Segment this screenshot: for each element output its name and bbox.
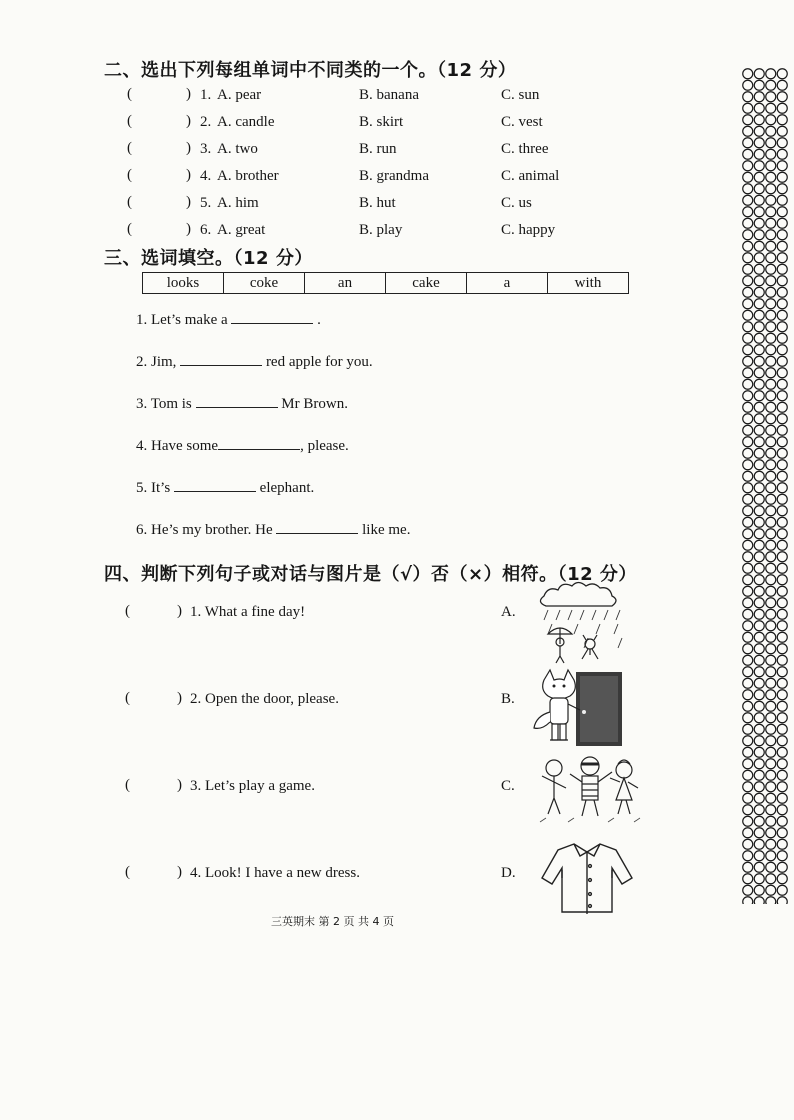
- option-a: A. great: [217, 222, 266, 238]
- option-b: B. run: [359, 141, 397, 157]
- answer-paren-close: ): [177, 603, 182, 619]
- question-number: 2.: [200, 114, 212, 130]
- answer-paren-open: (: [127, 167, 132, 183]
- option-a: A. him: [217, 195, 259, 211]
- sentence-text: 6. He’s my brother. He: [136, 522, 273, 538]
- answer-paren-close: ): [186, 194, 191, 210]
- option-b: B. grandma: [359, 168, 429, 184]
- sentence-text: 2. Jim,: [136, 354, 177, 370]
- sentence-text: like me.: [362, 522, 411, 538]
- sentence-text: Mr Brown.: [281, 396, 348, 412]
- question-number: 5.: [200, 195, 212, 211]
- answer-paren-open: (: [125, 777, 130, 793]
- option-c: C. sun: [501, 87, 540, 103]
- answer-paren-close: ): [186, 86, 191, 102]
- sentence-text: 1. Let’s make a: [136, 312, 228, 328]
- sentence-text: 5. It’s: [136, 480, 171, 496]
- page-footer: 三英期末 第 2 页 共 4 页: [271, 915, 394, 928]
- answer-paren-open: (: [125, 603, 130, 619]
- word-bank: [142, 272, 629, 294]
- answer-paren-open: (: [127, 140, 132, 156]
- option-c: C. vest: [501, 114, 543, 130]
- option-b: B. hut: [359, 195, 396, 211]
- sentence-text: 3. Tom is: [136, 396, 192, 412]
- answer-blank[interactable]: [174, 477, 256, 492]
- option-b: B. banana: [359, 87, 419, 103]
- option-c: C. us: [501, 195, 532, 211]
- word-bank-word: looks: [143, 273, 224, 294]
- answer-paren-open: (: [127, 194, 132, 210]
- fill-sentence-6: [136, 519, 410, 539]
- picture-letter-a: A.: [501, 604, 516, 620]
- option-c: C. happy: [501, 222, 556, 238]
- shirt-picture: [540, 840, 634, 916]
- fill-sentence-1: [136, 309, 321, 329]
- answer-paren-close: ): [186, 113, 191, 129]
- sentence-text: red apple for you.: [265, 354, 373, 370]
- answer-paren-close: ): [186, 221, 191, 237]
- sentence-text: elephant.: [259, 480, 315, 496]
- question-number: 6.: [200, 222, 212, 238]
- question-number: 1.: [200, 87, 212, 103]
- section-4-heading: 四、判断下列句子或对话与图片是（√）否（×）相符。（12 分）: [104, 564, 637, 585]
- answer-paren-open: (: [125, 690, 130, 706]
- decorative-border-pattern: [742, 68, 788, 904]
- word-bank-word: coke: [224, 273, 305, 294]
- answer-blank[interactable]: [218, 435, 300, 450]
- option-c: C. three: [501, 141, 549, 157]
- answer-paren-open: (: [127, 86, 132, 102]
- answer-paren-open: (: [127, 113, 132, 129]
- question-number: 3.: [200, 141, 212, 157]
- option-b: B. play: [359, 222, 403, 238]
- answer-blank[interactable]: [196, 393, 278, 408]
- option-b: B. skirt: [359, 114, 404, 130]
- word-bank-word: cake: [386, 273, 467, 294]
- answer-paren-open: (: [127, 221, 132, 237]
- judge-item-2: 2. Open the door, please.: [190, 691, 339, 707]
- option-a: A. brother: [217, 168, 279, 184]
- answer-paren-close: ): [186, 140, 191, 156]
- word-bank-word: with: [548, 273, 629, 294]
- sentence-text: , please.: [300, 438, 349, 454]
- picture-letter-b: B.: [501, 691, 515, 707]
- answer-paren-close: ): [177, 777, 182, 793]
- fill-sentence-5: [136, 477, 314, 497]
- answer-paren-open: (: [125, 864, 130, 880]
- option-c: C. animal: [501, 168, 560, 184]
- answer-blank[interactable]: [276, 519, 358, 534]
- sentence-text: 4. Have some: [136, 438, 219, 454]
- answer-blank[interactable]: [180, 351, 262, 366]
- question-number: 4.: [200, 168, 212, 184]
- word-bank-word: an: [305, 273, 386, 294]
- judge-item-4: 4. Look! I have a new dress.: [190, 865, 360, 881]
- judge-item-1: 1. What a fine day!: [190, 604, 306, 620]
- fill-sentence-4: [136, 435, 349, 455]
- picture-letter-c: C.: [501, 778, 515, 794]
- option-a: A. two: [217, 141, 258, 157]
- judge-item-3: 3. Let’s play a game.: [190, 778, 315, 794]
- answer-paren-close: ): [186, 167, 191, 183]
- answer-blank[interactable]: [231, 309, 313, 324]
- open-door-picture: [530, 666, 630, 748]
- rainy-day-picture: [538, 580, 628, 664]
- option-a: A. pear: [217, 87, 262, 103]
- sentence-text: .: [317, 312, 321, 328]
- children-playing-picture: [538, 752, 644, 826]
- section-2-heading: 二、选出下列每组单词中不同类的一个。（12 分）: [104, 60, 517, 81]
- word-bank-word: a: [467, 273, 548, 294]
- fill-sentence-2: [136, 351, 373, 371]
- answer-paren-close: ): [177, 690, 182, 706]
- answer-paren-close: ): [177, 864, 182, 880]
- fill-sentence-3: [136, 393, 348, 413]
- option-a: A. candle: [217, 114, 275, 130]
- section-3-heading: 三、选词填空。（12 分）: [104, 248, 313, 269]
- picture-letter-d: D.: [501, 865, 516, 881]
